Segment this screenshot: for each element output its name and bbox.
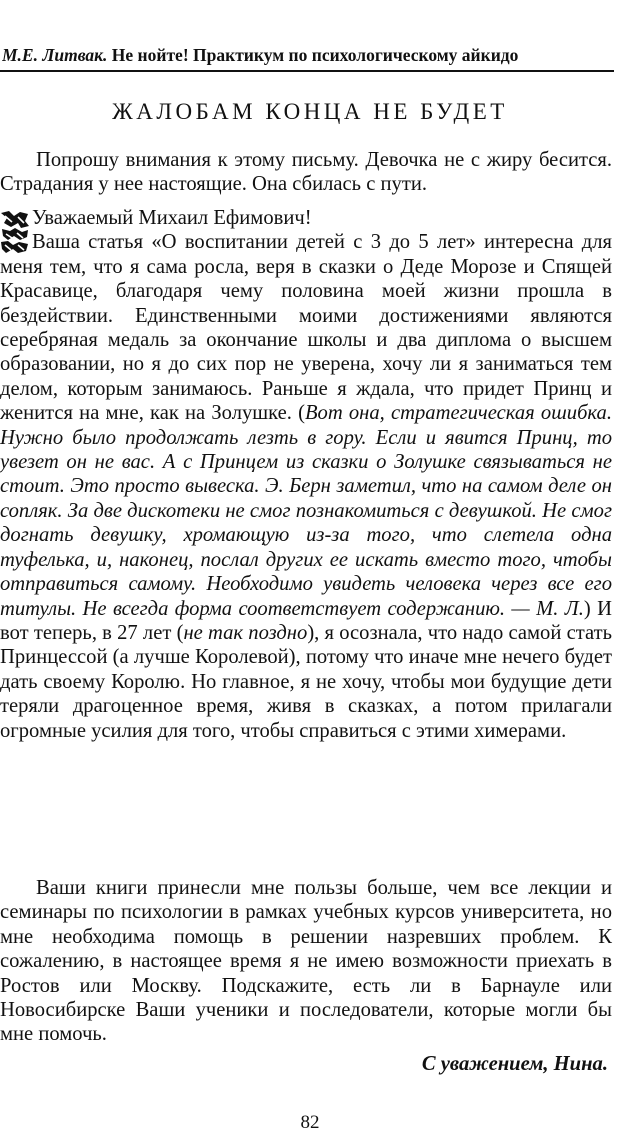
letter-body xyxy=(0,206,612,743)
header-book-title: Не нойте! Практикум по психологическому айкидо xyxy=(111,45,519,65)
letter-marker-icon xyxy=(0,210,30,254)
closing-text: Ваши книги принесли мне пользы больше, чем все лекции и семинары по психологии в рамках учебных курсов университета, но мне необходима помощь в решении назревших проблем. К сожалению, в настоящее время я не имею возможности приехать в Ростов или Москву. Подскажите, есть ли в Барнауле или Новосибирске Ваши ученики и последователи, которые могли бы мне помочь. xyxy=(0,877,612,1046)
intro-text: Попрошу внимания к этому письму. Девочка не с жиру бесится. Страдания у нее настоящие. Она сбилась с пути. xyxy=(0,149,612,196)
letter-paragraph-1 xyxy=(0,230,612,743)
author-comment: Вот она, стратегическая ошибка. Нужно было продолжать лезть в гору. Если и явится Принц, то увезет он не вас. А с Принцем из сказки о Золушке связываться не стоит. Это просто вывеска. Э. Берн заметил, что на самом деле он сопляк. За две дискотеки не смог познакомиться с девушкой. Не смог догнать девушку, хромающую из-за того, что слетела одна туфелька, и, наконец, послал других ее искать вместо того, чтобы отправиться самому. Необходимо увидеть человека через все его титулы. Не всегда форма соответствует содержанию. — М. Л. xyxy=(0,402,612,620)
letter-text-b: ) И вот теперь, в 27 лет ( xyxy=(0,597,612,644)
running-header xyxy=(2,44,614,66)
letter-text-c: ), я осознала, что надо самой стать Принцессой (а лучше Королевой), потому что иначе мне нечего будет дать своему Королю. Но главное, я не хочу, чтобы мои будущие дети теряли драгоценное время, живя в сказках, а потом прилагали огромные усилия для того, чтобы справиться с этими химерами. xyxy=(0,621,612,742)
header-author: М.Е. Литвак. xyxy=(2,45,108,65)
page-number: 82 xyxy=(300,1112,320,1133)
signature: С уважением, Нина. xyxy=(421,1053,608,1075)
chapter-title: ЖАЛОБАМ КОНЦА НЕ БУДЕТ xyxy=(112,99,508,124)
author-comment-2: не так поздно xyxy=(183,621,308,644)
closing-paragraph xyxy=(0,876,612,1047)
letter-greeting: Уважаемый Михаил Ефимович! xyxy=(32,207,312,229)
intro-paragraph xyxy=(0,148,612,197)
header-rule xyxy=(0,70,614,72)
letter-text-a: Ваша статья «О воспитании детей с 3 до 5 лет» интересна для меня тем, что я сама росла, веря в сказки о Деде Морозе и Спящей Красавице, благодаря чему половина моей жизни прошла в бездействии. Единственными моими достижениями являются серебряная медаль за окончание школы и два диплома о высшем образовании, но я до сих пор не уверена, хочу ли я заниматься тем делом, которым занимаюсь. Раньше я ждала, что придет Принц и женится на мне, как на Золушке. ( xyxy=(0,231,612,425)
